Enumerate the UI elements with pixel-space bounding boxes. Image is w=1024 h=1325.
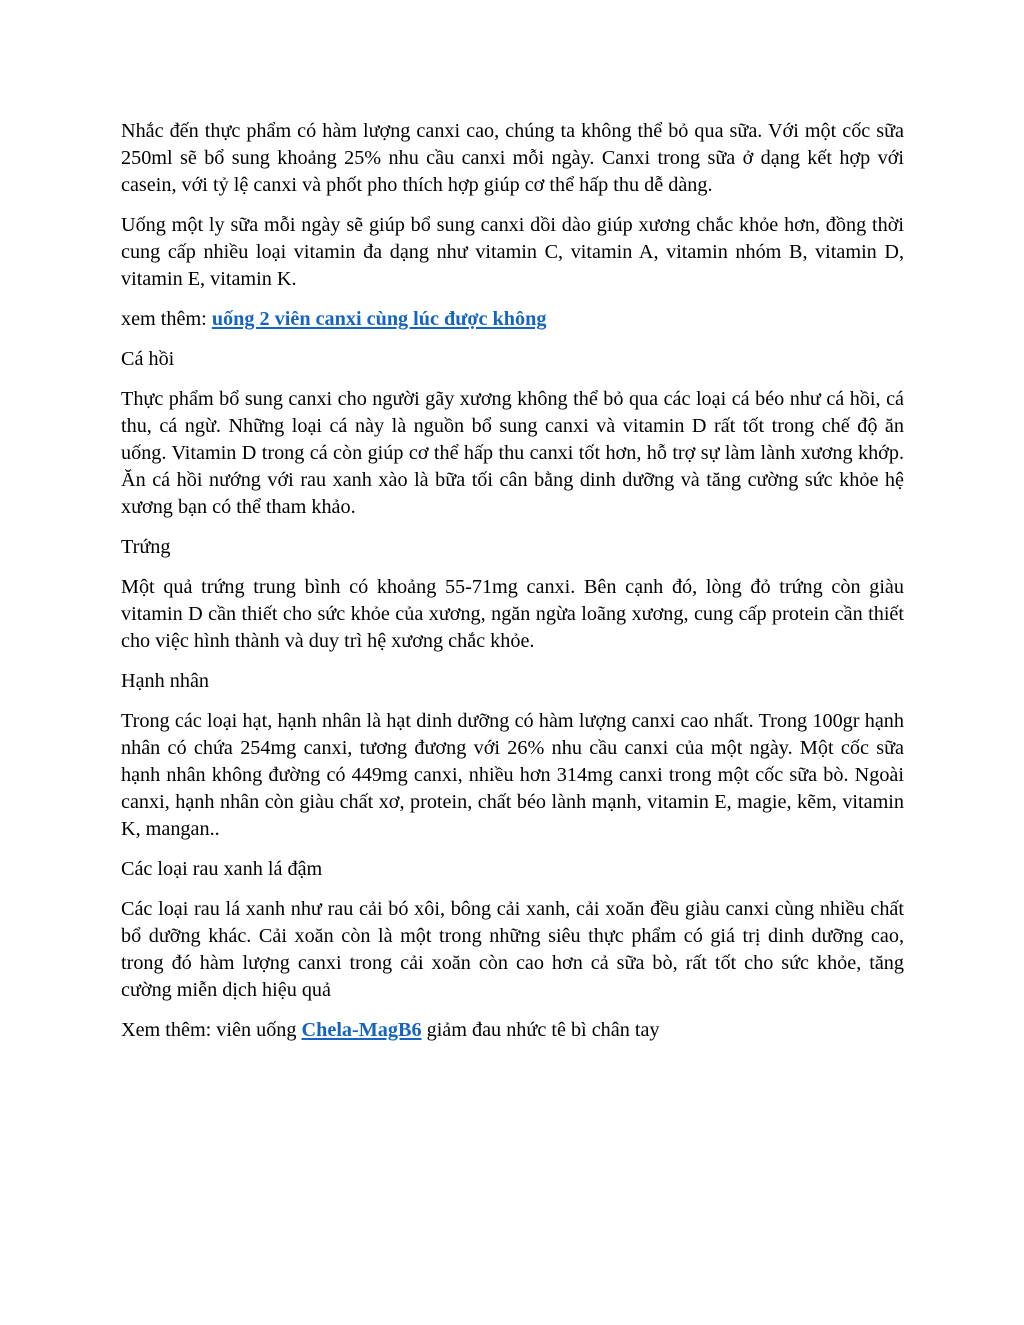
heading-almond: Hạnh nhân — [121, 670, 210, 692]
heading-salmon: Cá hồi — [121, 348, 175, 370]
document-page — [121, 118, 904, 1057]
link-chela-magb6[interactable]: Chela-MagB6 — [301, 1019, 422, 1041]
heading-egg: Trứng — [121, 536, 171, 558]
paragraph-salmon: Thực phẩm bổ sung canxi cho người gãy xương không thể bỏ qua các loại cá béo như cá hồi, cá thu, cá ngừ. Những loại cá này là nguồn bổ sung canxi và vitamin D rất tốt trong chế độ ăn uống. Vitamin D trong cá còn giúp cơ thể hấp thu canxi tốt hơn, hỗ trợ sự làm lành xương khớp. Ăn cá hồi nướng với rau xanh xào là bữa tối cân bằng dinh dưỡng và tăng cường sức khỏe hệ xương bạn có thể tham khảo. — [121, 388, 904, 518]
link-calcium-two-tablets[interactable]: uống 2 viên canxi cùng lúc được không — [211, 308, 547, 330]
see-more-prefix: xem thêm: — [121, 308, 212, 330]
paragraph-greens: Các loại rau lá xanh như rau cải bó xôi, bông cải xanh, cải xoăn đều giàu canxi cùng nhiều chất bổ dưỡng khác. Cải xoăn còn là một trong những siêu thực phẩm có giá trị dinh dưỡng cao, trong đó hàm lượng canxi trong cải xoăn còn cao hơn cả sữa bò, rất tốt cho sức khỏe, tăng cường miễn dịch hiệu quả — [121, 898, 904, 1001]
see-more-suffix-2: giảm đau nhức tê bì chân tay — [421, 1019, 660, 1041]
paragraph-almond: Trong các loại hạt, hạnh nhân là hạt dinh dưỡng có hàm lượng canxi cao nhất. Trong 100gr hạnh nhân có chứa 254mg canxi, tương đương với 26% nhu cầu canxi của một ngày. Một cốc sữa hạnh nhân không đường có 449mg canxi, nhiều hơn 314mg canxi trong một cốc sữa bò. Ngoài canxi, hạnh nhân còn giàu chất xơ, protein, chất béo lành mạnh, vitamin E, magie, kẽm, vitamin K, mangan.. — [121, 710, 904, 840]
see-more-prefix-2: Xem thêm: viên uống — [121, 1019, 302, 1041]
paragraph-milk-vitamins: Uống một ly sữa mỗi ngày sẽ giúp bổ sung canxi dồi dào giúp xương chắc khỏe hơn, đồng thời cung cấp nhiều loại vitamin đa dạng như vitamin C, vitamin A, vitamin nhóm B, vitamin D, vitamin E, vitamin K. — [121, 214, 904, 290]
see-more-line-1 — [121, 306, 904, 333]
paragraph-milk-intro: Nhắc đến thực phẩm có hàm lượng canxi cao, chúng ta không thể bỏ qua sữa. Với một cốc sữa 250ml sẽ bổ sung khoảng 25% nhu cầu canxi mỗi ngày. Canxi trong sữa ở dạng kết hợp với casein, với tỷ lệ canxi và phốt pho thích hợp giúp cơ thể hấp thu dễ dàng. — [121, 120, 904, 196]
heading-greens: Các loại rau xanh lá đậm — [121, 858, 323, 880]
paragraph-egg: Một quả trứng trung bình có khoảng 55-71mg canxi. Bên cạnh đó, lòng đỏ trứng còn giàu vitamin D cần thiết cho sức khỏe của xương, ngăn ngừa loãng xương, cung cấp protein cần thiết cho việc hình thành và duy trì hệ xương chắc khỏe. — [121, 576, 904, 652]
see-more-line-2 — [121, 1017, 904, 1044]
